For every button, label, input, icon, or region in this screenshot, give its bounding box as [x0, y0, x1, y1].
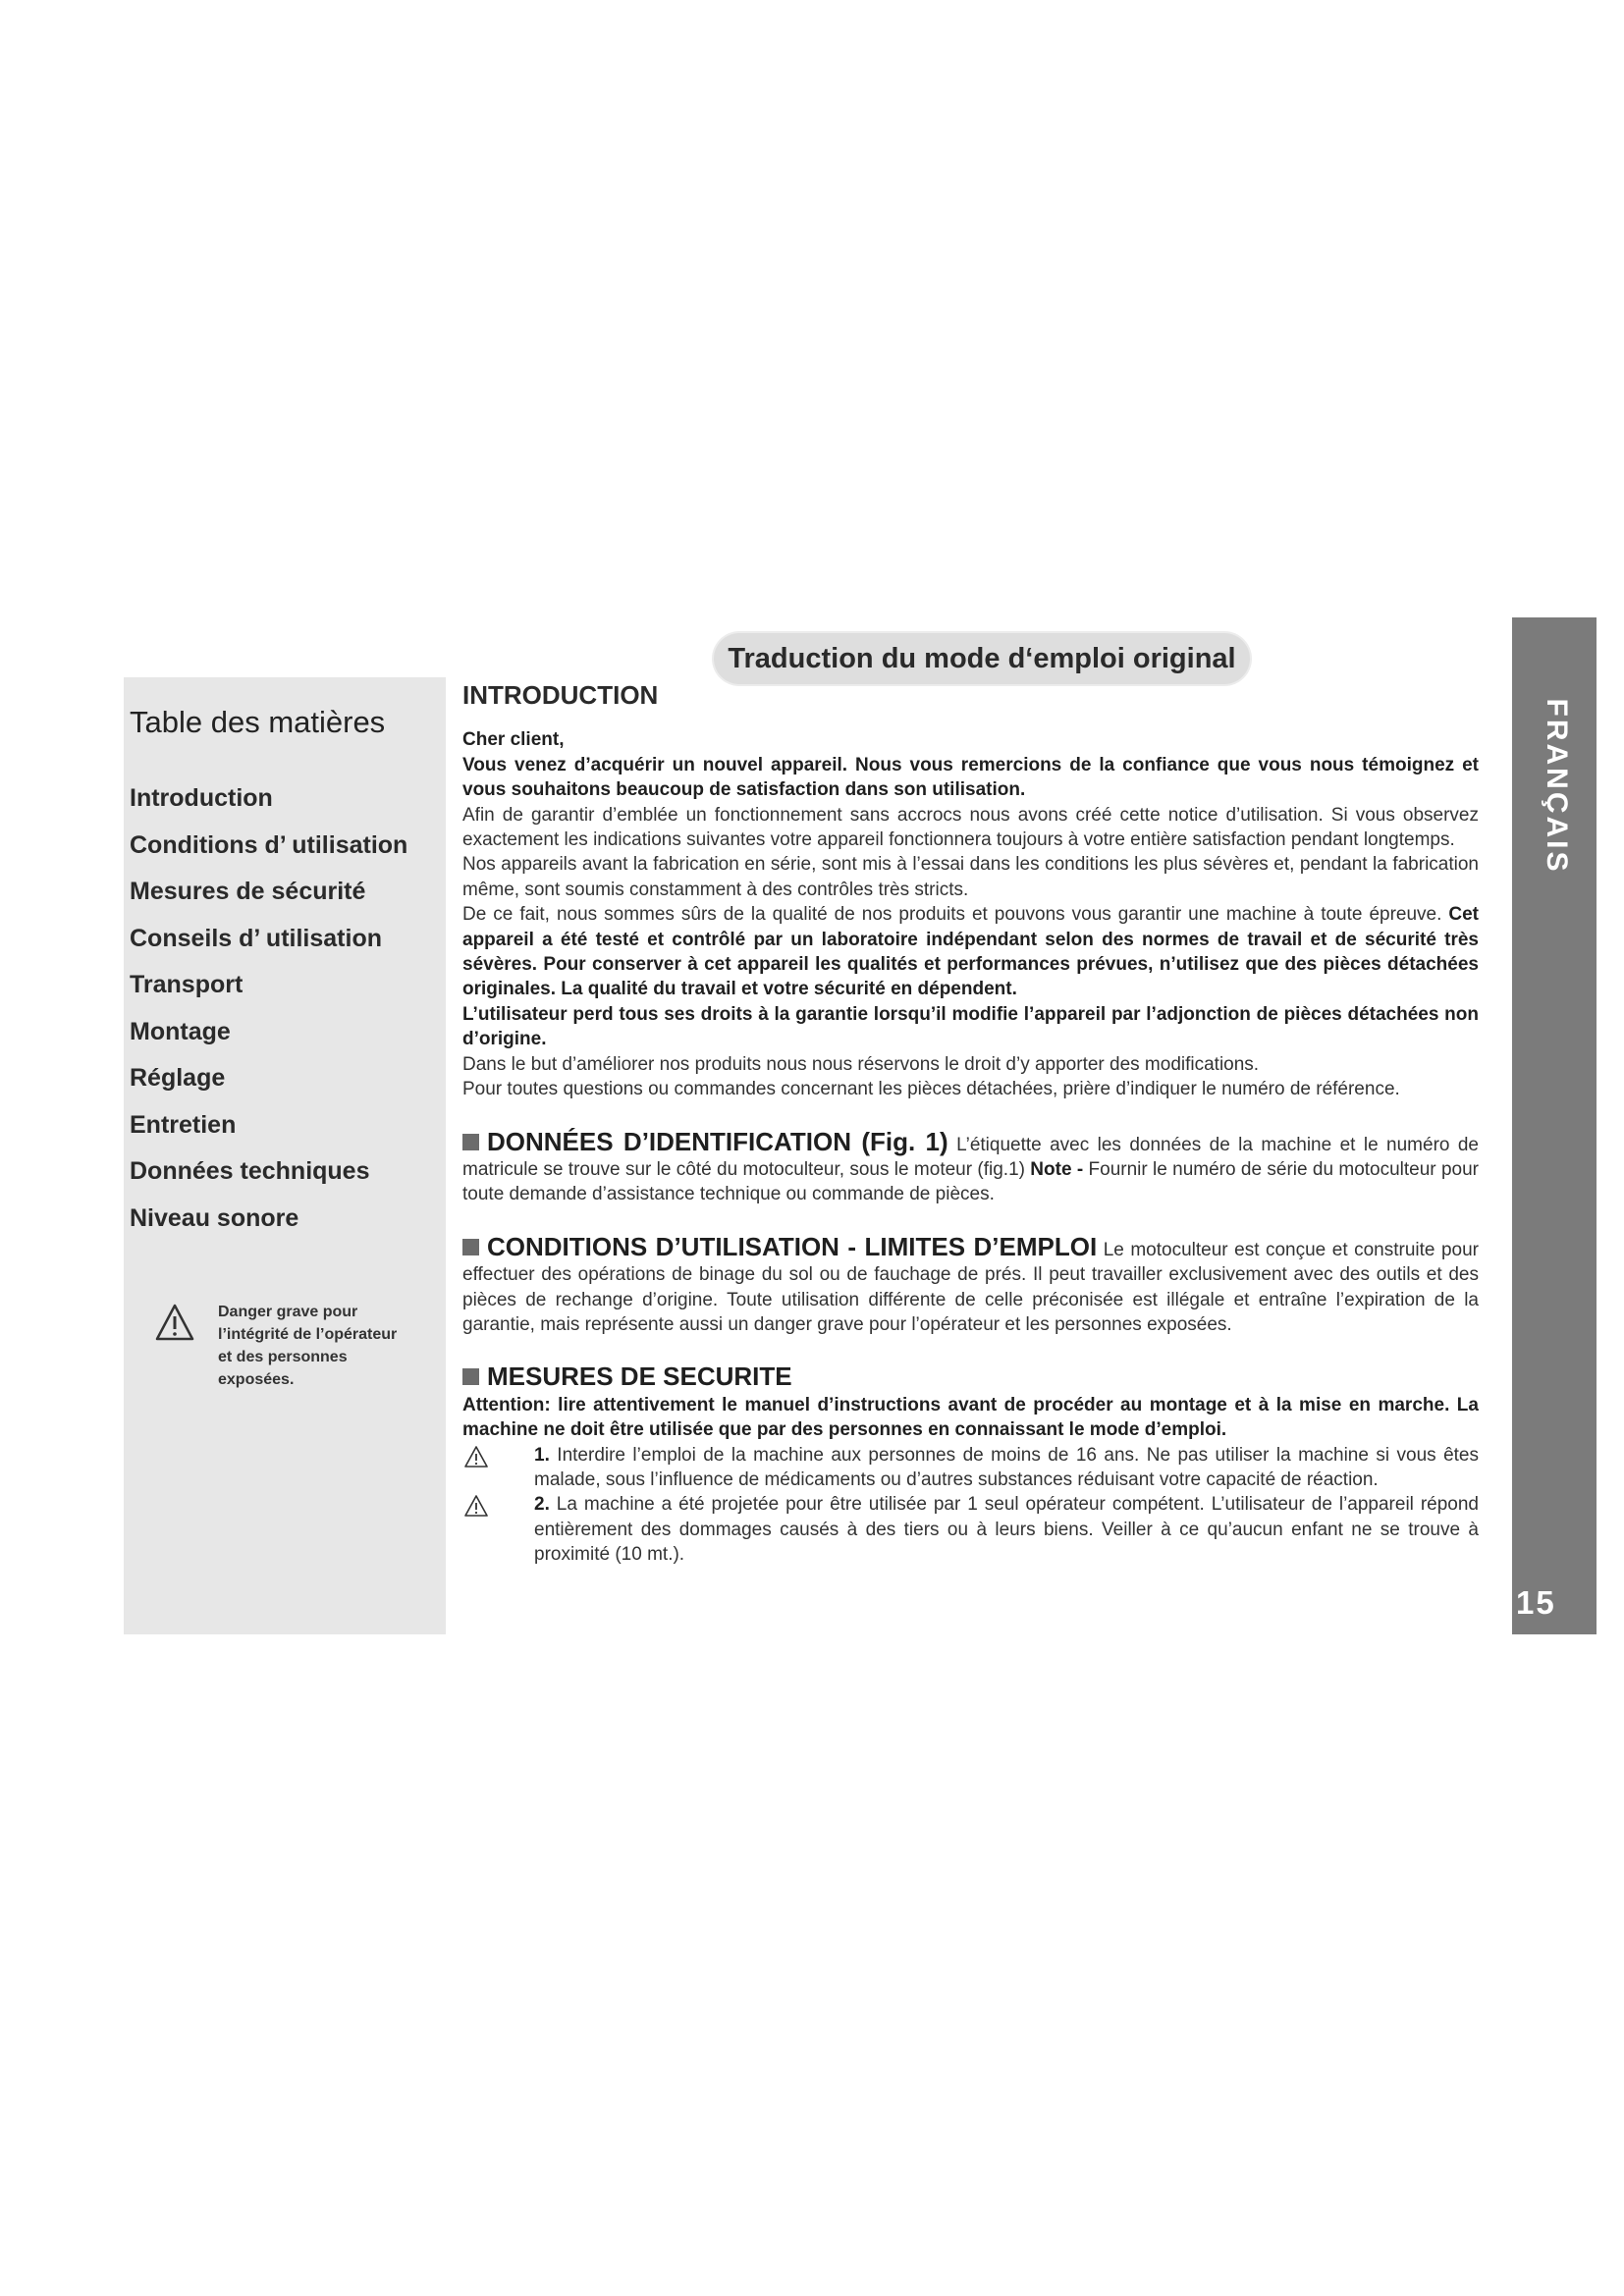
toc-title: Table des matières: [130, 705, 386, 739]
conditions-section: [462, 1231, 1480, 1338]
identification-text: L’étiquette avec les données de la machine et le numéro de matricule se trouve sur le côté du motoculteur, sous le moteur (fig.1): [462, 1134, 1479, 1180]
toc-item-conseils: Conseils d’ utilisation: [130, 924, 382, 952]
conditions-text: Le motoculteur est conçue et construite pour effectuer des opérations de binage du sol ou de fauchage de prés. Il peut travailler exclusivement avec des outils et des pièces de rechange d’origine. Toute utilisation différente de celle préconisée est illégale et entraîne l’expiration de la garantie, mais représente aussi un danger grave pour l’opérateur et les personnes exposées.: [462, 1239, 1480, 1335]
main-content: [462, 680, 1480, 1568]
language-side-tab: [1512, 617, 1597, 1634]
note-label: Note -: [1030, 1158, 1084, 1180]
danger-note-line: l’intégrité de l’opérateur: [218, 1326, 398, 1343]
intro-bold-text: Cet appareil a été testé et contrôlé par un laboratoire indépendant selon des normes de travail et de sécurité très sévères. Pour conserver à cet appareil les qualités et performances prévues, n’utilisez que des pièces détachées originales. La qualité du travail et votre sécurité en dépendent.: [462, 904, 1479, 1000]
section-square-icon: [462, 1239, 479, 1255]
intro-text: De ce fait, nous sommes sûrs de la qualité de nos produits et pouvons vous garantir une machine à toute épreuve.: [462, 904, 1449, 926]
danger-note-line: et des personnes: [218, 1349, 348, 1365]
section-square-icon: [462, 1368, 479, 1385]
identification-section: [462, 1126, 1479, 1207]
toc-list: [130, 783, 407, 1250]
toc-item-niveau-sonore: Niveau sonore: [130, 1203, 299, 1232]
intro-paragraph: [462, 902, 1479, 1002]
toc-item-securite: Mesures de sécurité: [130, 878, 366, 905]
safety-heading: MESURES DE SECURITE: [487, 1362, 792, 1392]
language-label: FRANÇAIS: [1541, 698, 1573, 875]
toc-item-introduction: Introduction: [130, 784, 273, 812]
intro-paragraph: Afin de garantir d’emblée un fonctionnement sans accrocs nous avons créé cette notice d’utilisation. Si vous observez exactement les indications suivantes votre appareil fonctionnera toujours à votre entière satisfaction pendant longtemps.: [462, 804, 1479, 851]
table-of-contents-panel: [124, 677, 446, 1634]
intro-paragraph: Pour toutes questions ou commandes concernant les pièces détachées, prière d’indiquer le numéro de référence.: [462, 1079, 1400, 1100]
identification-heading: DONNÉES D’IDENTIFICATION (Fig. 1): [487, 1126, 948, 1156]
section-square-icon: [462, 1134, 479, 1150]
toc-item-reglage: Réglage: [130, 1064, 226, 1092]
warning-triangle-icon: [464, 1445, 488, 1468]
intro-paragraph: Nos appareils avant la fabrication en série, sont mis à l’essai dans les conditions les plus sévères et, pendant la fabrication même, sont soumis constamment à des contrôles très stricts.: [462, 854, 1479, 900]
danger-note-line: Danger grave pour: [218, 1304, 358, 1320]
introduction-heading: INTRODUCTION: [462, 680, 659, 710]
page-header: [714, 633, 1250, 684]
safety-item-number: 1.: [534, 1444, 550, 1466]
page-header-title: Traduction du mode d‘emploi original: [728, 643, 1236, 674]
danger-note-line: exposées.: [218, 1371, 295, 1388]
toc-item-entretien: Entretien: [130, 1110, 237, 1139]
danger-note-text: [218, 1301, 436, 1391]
conditions-heading: CONDITIONS D’UTILISATION - LIMITES D’EMPLOI: [487, 1231, 1098, 1261]
warning-triangle-icon: [464, 1494, 488, 1518]
danger-note: [155, 1301, 440, 1399]
identification-note-text: Fournir le numéro de série du motoculteur pour toute demande d’assistance technique ou commande de pièces.: [462, 1158, 1479, 1205]
safety-item: [462, 1492, 1479, 1567]
safety-item-number: 2.: [534, 1494, 550, 1516]
greeting: Cher client,: [462, 729, 565, 751]
thanks-paragraph: Vous venez d’acquérir un nouvel appareil. Nous vous remercions de la confiance que vous nous témoignez et vous souhaitons beaucoup de satisfaction dans son utilisation.: [462, 754, 1479, 801]
toc-item-montage: Montage: [130, 1017, 231, 1045]
warranty-paragraph: L’utilisateur perd tous ses droits à la garantie lorsqu’il modifie l’appareil par l’adjonction de pièces détachées non d’origine.: [462, 1003, 1479, 1050]
page-number: 15: [1516, 1584, 1556, 1621]
toc-item-donnees-techniques: Données techniques: [130, 1157, 370, 1185]
toc-item-transport: Transport: [130, 971, 244, 998]
safety-attention: Attention: lire attentivement le manuel d’instructions avant de procéder au montage et à la mise en marche. La machine ne doit être utilisée que par des personnes en connaissant le mode d’emploi.: [462, 1394, 1479, 1441]
toc-item-conditions: Conditions d’ utilisation: [130, 830, 408, 859]
safety-item: [462, 1443, 1479, 1493]
safety-item-text: La machine a été projetée pour être utilisée par 1 seul opérateur compétent. L’utilisateur de l’appareil répond entièrement des dommages causés à des tiers ou à leurs biens. Veiller à ce qu’aucun enfant ne se trouve à proximité (10 mt.).: [534, 1494, 1479, 1566]
intro-paragraph: Dans le but d’améliorer nos produits nous nous réservons le droit d’y apporter des modifications.: [462, 1053, 1260, 1075]
warning-triangle-icon: [155, 1303, 194, 1342]
safety-section: [462, 1364, 1479, 1567]
safety-item-text: Interdire l’emploi de la machine aux personnes de moins de 16 ans. Ne pas utiliser la machine si vous êtes malade, sous l’influence de médicaments ou d’autres substances réduisant votre capacité de réaction.: [534, 1444, 1479, 1490]
